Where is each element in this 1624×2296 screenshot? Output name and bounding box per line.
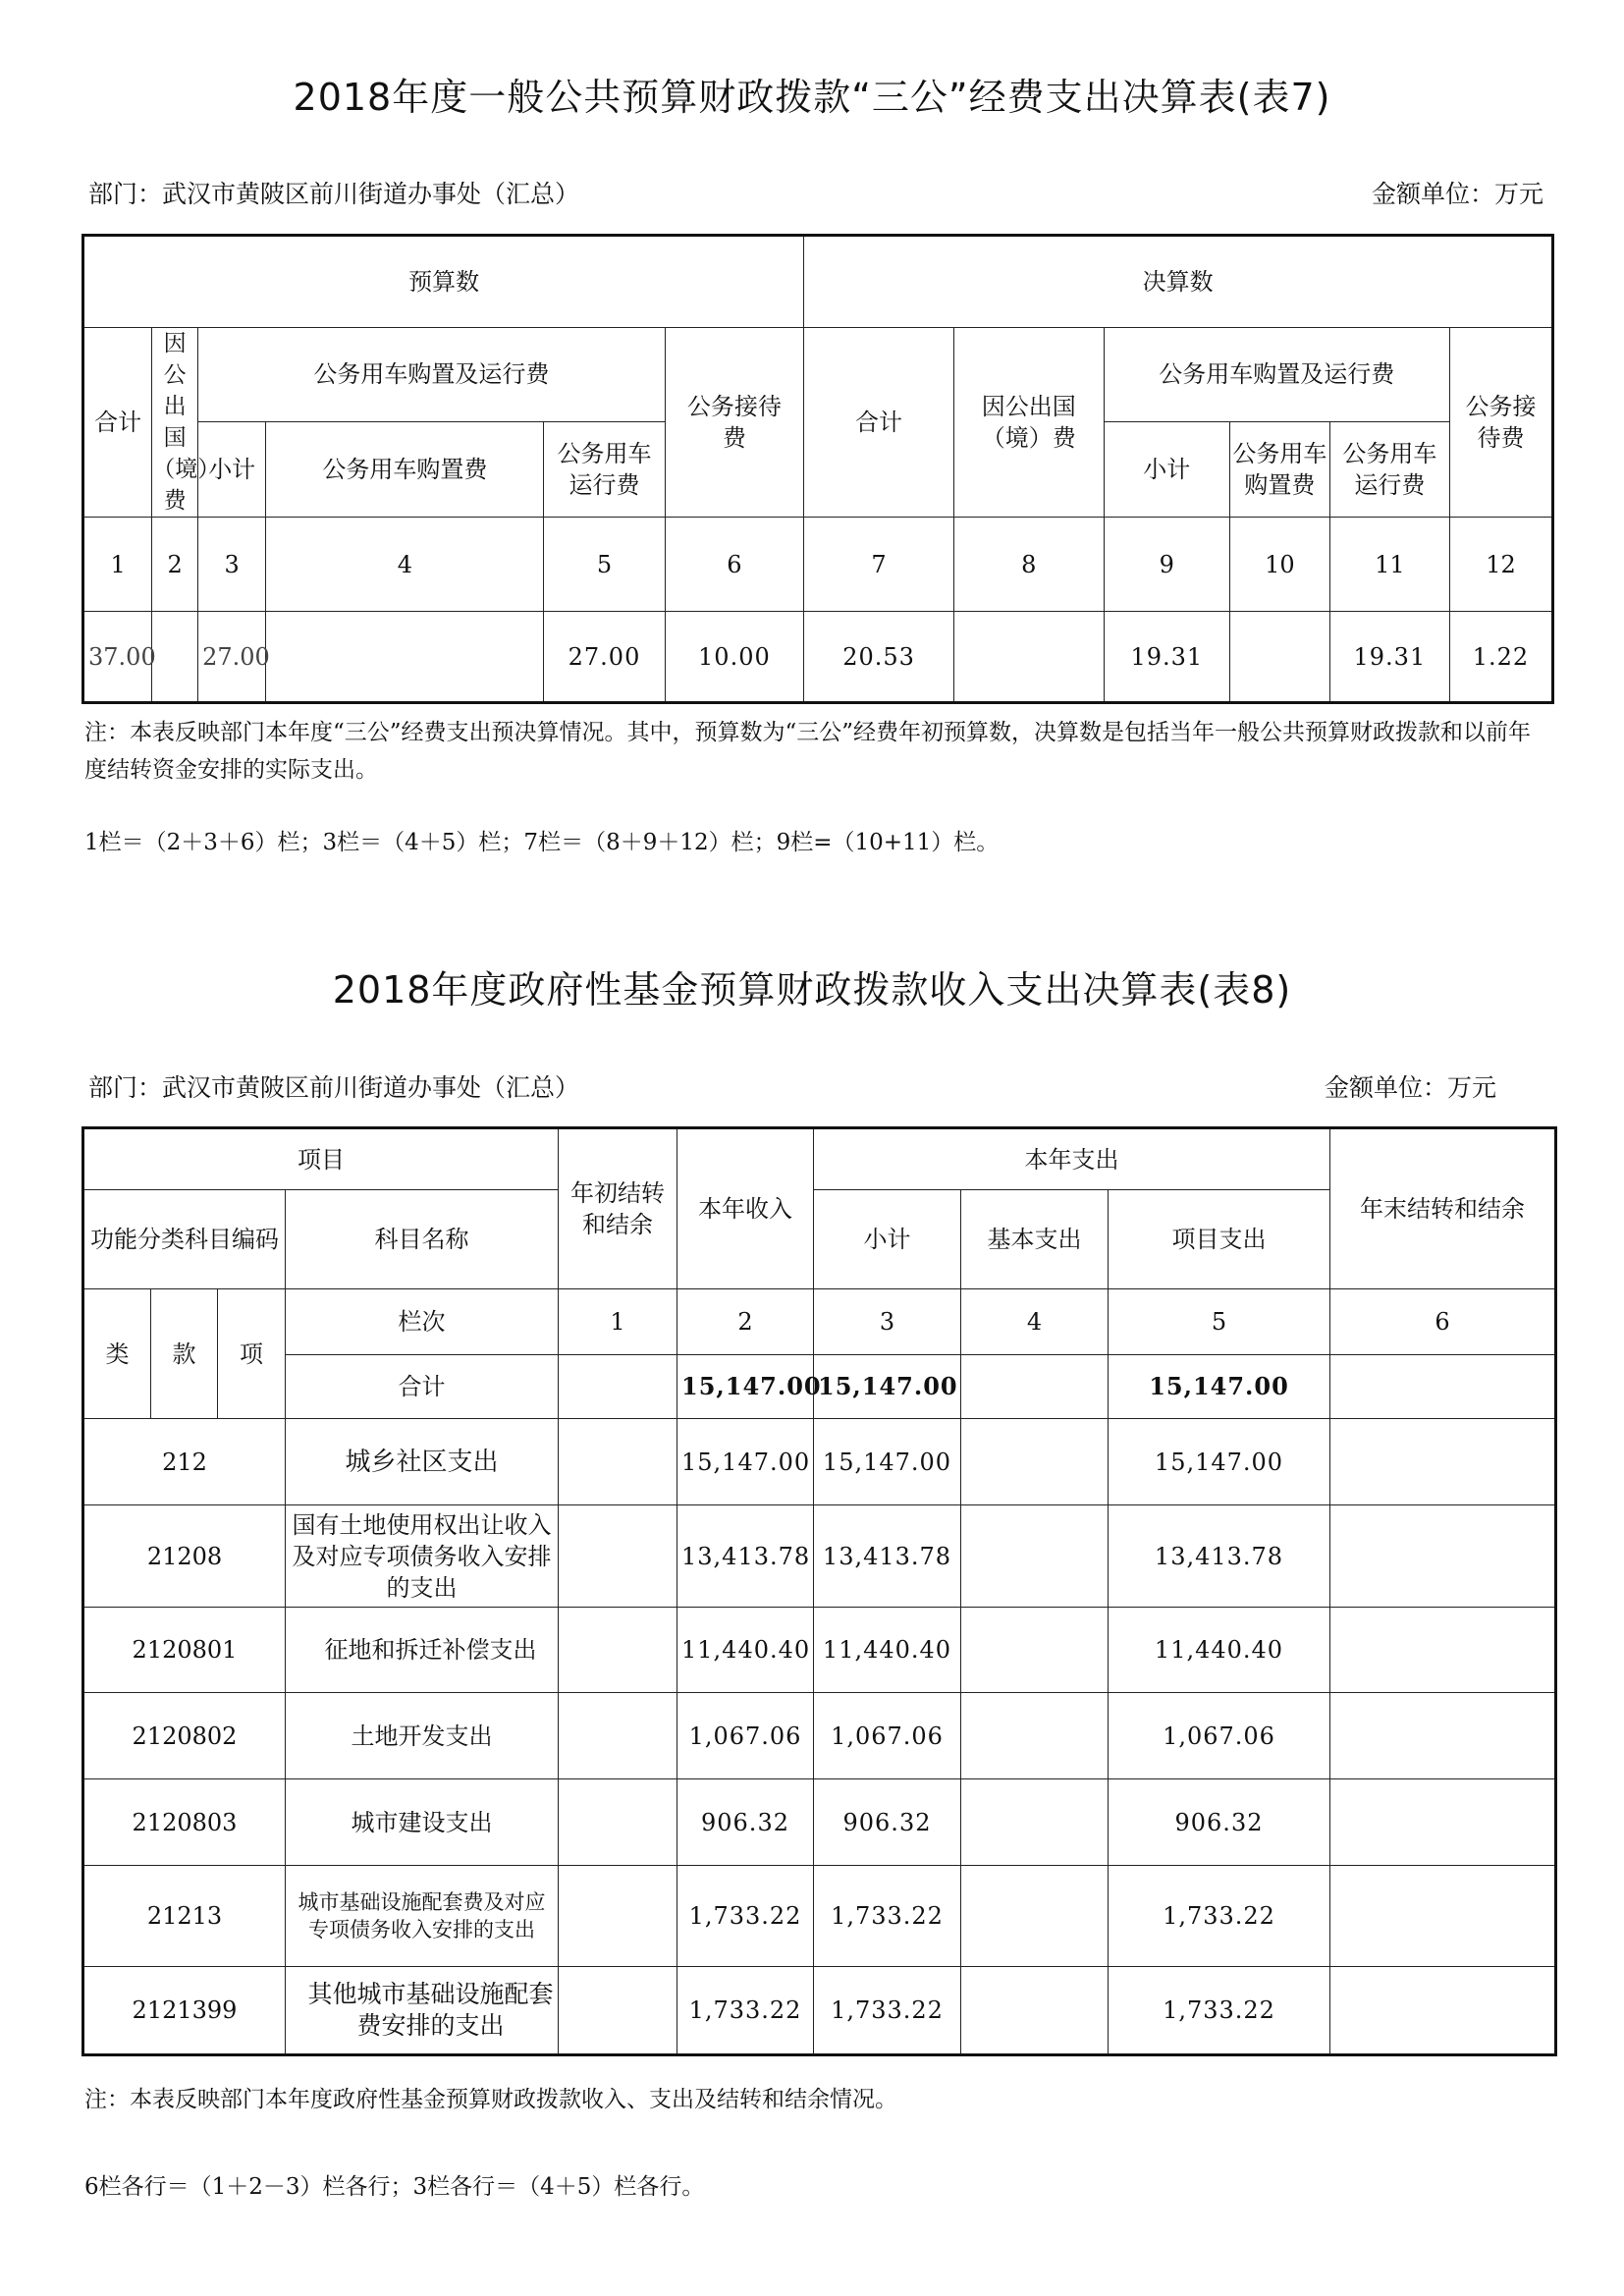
header-abroad-budget: 因公出国（境）费 — [152, 328, 198, 518]
col-number: 12 — [1449, 518, 1552, 612]
table8-note: 注：本表反映部门本年度政府性基金预算财政拨款收入、支出及结转和结余情况。 — [84, 2087, 897, 2112]
col-number: 5 — [544, 518, 665, 612]
table8-grid — [81, 1126, 1557, 2056]
row-value: 1,733.22 — [677, 1967, 814, 2055]
header-actual-total: 合计 — [804, 328, 954, 518]
col-number: 3 — [814, 1289, 961, 1355]
table8-unit: 金额单位：万元 — [1324, 1073, 1496, 1102]
col-number: 10 — [1229, 518, 1329, 612]
value-vehicle-subtotal-actual: 19.31 — [1104, 612, 1229, 703]
value-actual-total: 20.53 — [804, 612, 954, 703]
total-value: 15,147.00 — [814, 1355, 961, 1419]
header-reception-budget: 公务接待费 — [665, 328, 804, 518]
row-value — [559, 1419, 677, 1505]
col-label: 栏次 — [286, 1289, 559, 1355]
row-value: 1,733.22 — [814, 1967, 961, 2055]
col-number: 9 — [1104, 518, 1229, 612]
header-actual: 决算数 — [804, 236, 1553, 328]
header-operation-actual: 公务用车运行费 — [1329, 421, 1449, 517]
row-value: 1,733.22 — [1109, 1866, 1330, 1967]
row-value — [961, 1608, 1109, 1693]
header-closing: 年末结转和结余 — [1330, 1128, 1556, 1289]
total-value: 15,147.00 — [677, 1355, 814, 1419]
header-subtotal-actual: 小计 — [1104, 421, 1229, 517]
row-code: 2120803 — [83, 1779, 286, 1866]
col-number: 4 — [266, 518, 544, 612]
total-value — [559, 1355, 677, 1419]
col-number: 7 — [804, 518, 954, 612]
row-value: 11,440.40 — [1109, 1608, 1330, 1693]
table7-grid — [81, 234, 1554, 704]
table8-formula: 6栏各行＝（1＋2－3）栏各行；3栏各行＝（4＋5）栏各行。 — [84, 2174, 705, 2200]
value-purchase-actual — [1229, 612, 1329, 703]
row-value — [1330, 1505, 1556, 1608]
row-value — [559, 1608, 677, 1693]
value-reception-actual: 1.22 — [1449, 612, 1552, 703]
header-vehicle-actual: 公务用车购置及运行费 — [1104, 328, 1449, 422]
table7-title: 2018年度一般公共预算财政拨款“三公”经费支出决算表(表7) — [293, 76, 1331, 119]
col-number: 1 — [83, 518, 152, 612]
row-value — [1330, 1866, 1556, 1967]
header-vehicle-budget: 公务用车购置及运行费 — [198, 328, 666, 422]
row-value: 11,440.40 — [677, 1608, 814, 1693]
row-code: 212 — [83, 1419, 286, 1505]
row-code: 21208 — [83, 1505, 286, 1608]
row-code: 2121399 — [83, 1967, 286, 2055]
row-code: 21213 — [83, 1866, 286, 1967]
row-value: 906.32 — [814, 1779, 961, 1866]
row-value — [1330, 1608, 1556, 1693]
row-value — [559, 1866, 677, 1967]
col-number: 2 — [677, 1289, 814, 1355]
col-number: 5 — [1109, 1289, 1330, 1355]
row-value — [559, 1693, 677, 1779]
col-number: 6 — [1330, 1289, 1556, 1355]
header-subtotal-budget: 小计 — [198, 421, 266, 517]
header-abroad-actual: 因公出国（境）费 — [953, 328, 1104, 518]
row-value — [961, 1866, 1109, 1967]
header-opening: 年初结转和结余 — [559, 1128, 677, 1289]
value-budget-total: 37.00 — [83, 612, 152, 703]
table7-department: 部门：武汉市黄陂区前川街道办事处（汇总） — [88, 180, 580, 208]
row-name: 土地开发支出 — [286, 1693, 559, 1779]
table7-formula: 1栏＝（2＋3＋6）栏；3栏＝（4＋5）栏；7栏＝（8＋9＋12）栏；9栏=（10+11）栏。 — [84, 830, 1000, 855]
row-value: 1,733.22 — [1109, 1967, 1330, 2055]
row-value: 1,733.22 — [814, 1866, 961, 1967]
header-budget-total: 合计 — [83, 328, 152, 518]
row-value — [1330, 1693, 1556, 1779]
row-value — [961, 1779, 1109, 1866]
header-kuan: 款 — [151, 1289, 218, 1419]
row-value — [961, 1967, 1109, 2055]
header-basic-expense: 基本支出 — [961, 1190, 1109, 1289]
col-number: 2 — [152, 518, 198, 612]
col-number: 8 — [953, 518, 1104, 612]
col-number: 6 — [665, 518, 804, 612]
row-value: 13,413.78 — [814, 1505, 961, 1608]
col-number: 4 — [961, 1289, 1109, 1355]
row-value: 15,147.00 — [1109, 1419, 1330, 1505]
row-value — [961, 1419, 1109, 1505]
total-value — [961, 1355, 1109, 1419]
header-project: 项目 — [83, 1128, 559, 1190]
table8-department: 部门：武汉市黄陂区前川街道办事处（汇总） — [88, 1073, 580, 1102]
row-value — [559, 1505, 677, 1608]
row-value — [1330, 1967, 1556, 2055]
row-name: 征地和拆迁补偿支出 — [286, 1608, 559, 1693]
header-reception-actual: 公务接待费 — [1449, 328, 1552, 518]
value-operation-budget: 27.00 — [544, 612, 665, 703]
value-operation-actual: 19.31 — [1329, 612, 1449, 703]
header-expense: 本年支出 — [814, 1128, 1330, 1190]
row-value: 906.32 — [677, 1779, 814, 1866]
row-value — [1330, 1779, 1556, 1866]
header-func-code: 功能分类科目编码 — [83, 1190, 286, 1289]
header-purchase-actual: 公务用车购置费 — [1229, 421, 1329, 517]
value-abroad-budget — [152, 612, 198, 703]
header-budget: 预算数 — [83, 236, 804, 328]
row-value — [559, 1779, 677, 1866]
row-value: 13,413.78 — [1109, 1505, 1330, 1608]
col-number: 3 — [198, 518, 266, 612]
row-value — [961, 1693, 1109, 1779]
row-value — [559, 1967, 677, 2055]
header-purchase-budget: 公务用车购置费 — [266, 421, 544, 517]
header-lei: 类 — [83, 1289, 151, 1419]
col-number: 1 — [559, 1289, 677, 1355]
col-number: 11 — [1329, 518, 1449, 612]
row-value: 11,440.40 — [814, 1608, 961, 1693]
total-value — [1330, 1355, 1556, 1419]
table7-unit: 金额单位：万元 — [1371, 180, 1543, 208]
header-expense-subtotal: 小计 — [814, 1190, 961, 1289]
row-name: 其他城市基础设施配套费安排的支出 — [286, 1967, 559, 2055]
header-subject-name: 科目名称 — [286, 1190, 559, 1289]
total-label: 合计 — [286, 1355, 559, 1419]
row-name: 城市建设支出 — [286, 1779, 559, 1866]
header-income: 本年收入 — [677, 1128, 814, 1289]
row-value: 906.32 — [1109, 1779, 1330, 1866]
row-code: 2120801 — [83, 1608, 286, 1693]
row-value — [1330, 1419, 1556, 1505]
row-name: 国有土地使用权出让收入及对应专项债务收入安排的支出 — [286, 1505, 559, 1608]
header-project-expense: 项目支出 — [1109, 1190, 1330, 1289]
row-value: 13,413.78 — [677, 1505, 814, 1608]
header-xiang: 项 — [218, 1289, 286, 1419]
row-value: 1,067.06 — [1109, 1693, 1330, 1779]
table8-title: 2018年度政府性基金预算财政拨款收入支出决算表(表8) — [332, 968, 1292, 1011]
row-value: 1,067.06 — [814, 1693, 961, 1779]
row-name: 城市基础设施配套费及对应专项债务收入安排的支出 — [286, 1866, 559, 1967]
row-value: 1,067.06 — [677, 1693, 814, 1779]
total-value: 15,147.00 — [1109, 1355, 1330, 1419]
row-value: 15,147.00 — [814, 1419, 961, 1505]
row-value: 15,147.00 — [677, 1419, 814, 1505]
value-abroad-actual — [953, 612, 1104, 703]
table7-note: 注：本表反映部门本年度“三公”经费支出预决算情况。其中，预算数为“三公”经费年初预算数，决算数是包括当年一般公共预算财政拨款和以前年度结转资金安排的实际支出。 — [84, 720, 1532, 783]
row-code: 2120802 — [83, 1693, 286, 1779]
value-purchase-budget — [266, 612, 544, 703]
row-value — [961, 1505, 1109, 1608]
header-operation-budget: 公务用车运行费 — [544, 421, 665, 517]
row-value: 1,733.22 — [677, 1866, 814, 1967]
value-vehicle-subtotal-budget: 27.00 — [198, 612, 266, 703]
value-reception-budget: 10.00 — [665, 612, 804, 703]
row-name: 城乡社区支出 — [286, 1419, 559, 1505]
